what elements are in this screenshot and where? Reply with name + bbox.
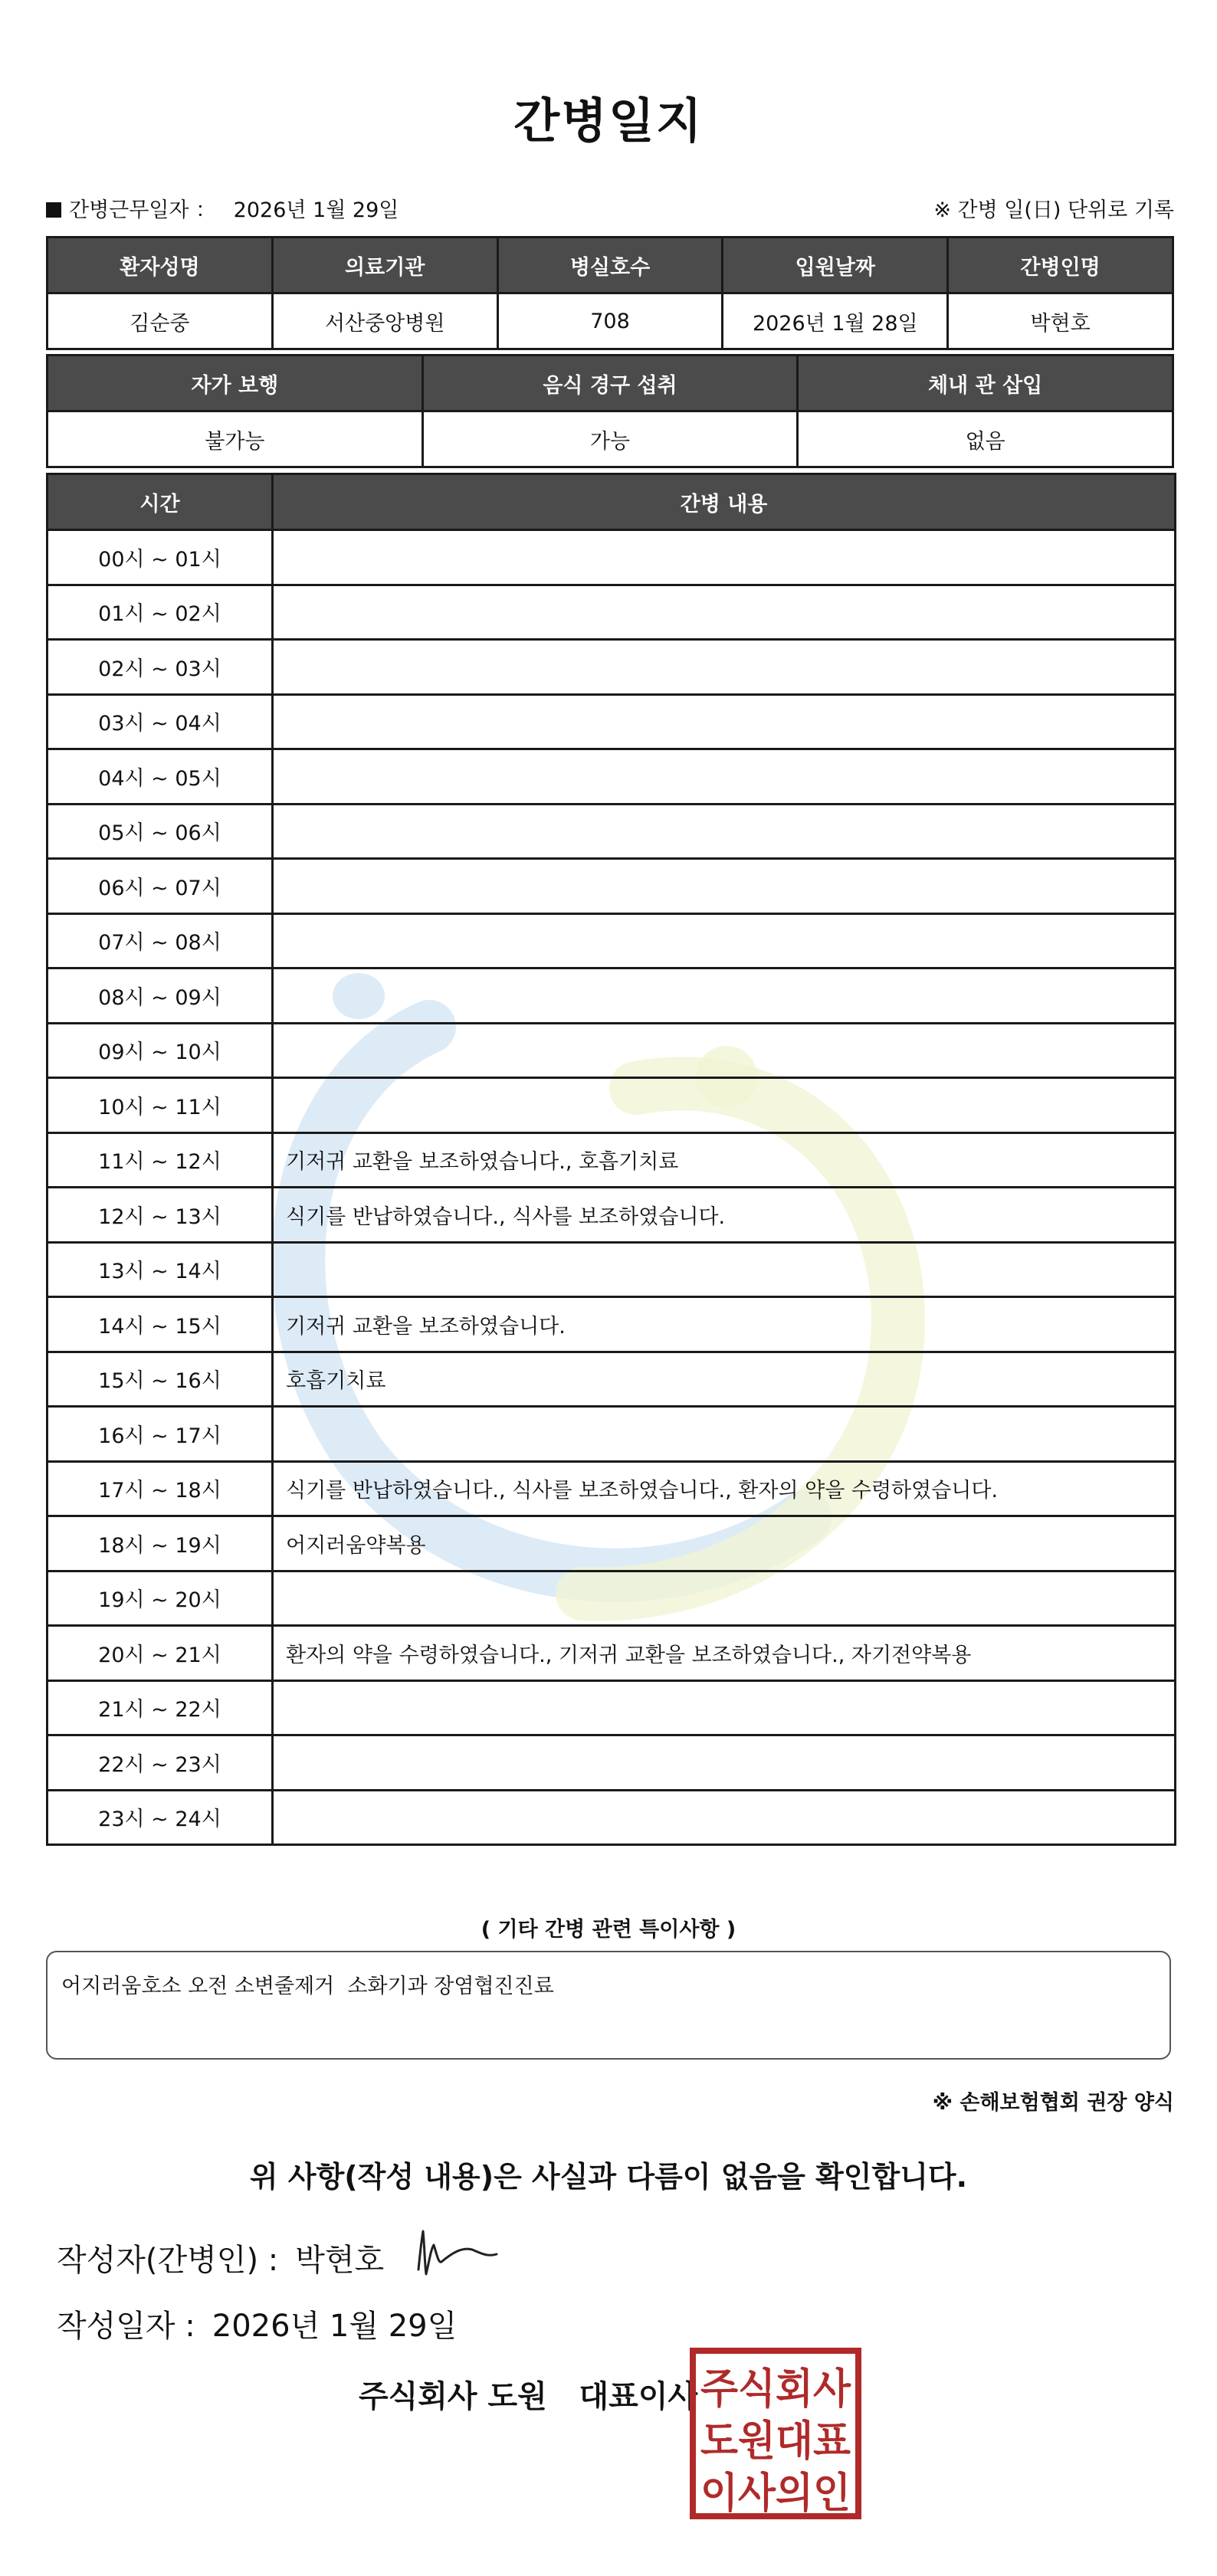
header-walking: 자가 보행 (48, 356, 423, 411)
care-content: 호흡기치료 (273, 1352, 1176, 1407)
square-bullet-icon (46, 202, 61, 218)
time-slot: 06시 ~ 07시 (48, 859, 273, 914)
table-row (48, 1352, 1176, 1407)
header-tube: 체내 관 삽입 (798, 356, 1173, 411)
table-row (48, 1078, 1176, 1133)
walking-value: 불가능 (48, 411, 423, 467)
time-slot: 03시 ~ 04시 (48, 694, 273, 749)
patient-status-table (46, 354, 1174, 468)
author-label: 작성자(간병인) : (57, 2243, 279, 2278)
written-date-line (57, 2302, 457, 2345)
care-content: 식기를 반납하였습니다., 식사를 보조하였습니다. (273, 1188, 1176, 1243)
header-room: 병실호수 (497, 238, 723, 293)
author-line (57, 2236, 384, 2279)
notes-box (46, 1951, 1171, 2060)
time-slot: 05시 ~ 06시 (48, 804, 273, 859)
signature-image (411, 2224, 503, 2285)
company-signature: 주식회사 도원 대표이사 (359, 2379, 698, 2414)
time-slot: 18시 ~ 19시 (48, 1516, 273, 1571)
care-content (273, 1078, 1176, 1133)
care-content: 식기를 반납하였습니다., 식사를 보조하였습니다., 환자의 약을 수령하였습니다. (273, 1461, 1176, 1516)
care-content (273, 585, 1176, 640)
header-hospital: 의료기관 (272, 238, 497, 293)
time-slot: 08시 ~ 09시 (48, 968, 273, 1024)
table-row (48, 1680, 1176, 1735)
unit-note: ※ 간병 일(日) 단위로 기록 (933, 198, 1174, 222)
table-row (48, 968, 1176, 1024)
recommend-note: ※ 손해보험협회 권장 양식 (932, 2091, 1174, 2115)
time-slot: 00시 ~ 01시 (48, 530, 273, 585)
time-slot: 09시 ~ 10시 (48, 1023, 273, 1078)
care-content (273, 859, 1176, 914)
table-row (48, 913, 1176, 968)
care-content (273, 640, 1176, 695)
time-slot: 20시 ~ 21시 (48, 1626, 273, 1681)
time-slot: 21시 ~ 22시 (48, 1680, 273, 1735)
company-seal-stamp (688, 2346, 863, 2521)
table-row (48, 1735, 1176, 1791)
care-content (273, 1407, 1176, 1462)
notes-title: ( 기타 간병 관련 특이사항 ) (481, 1918, 736, 1942)
table-row (48, 1242, 1176, 1297)
care-content: 어지러움약복용 (273, 1516, 1176, 1571)
time-slot: 13시 ~ 14시 (48, 1242, 273, 1297)
svg-text:주식회사: 주식회사 (700, 2365, 851, 2413)
table-row (48, 1790, 1176, 1845)
time-slot: 19시 ~ 20시 (48, 1571, 273, 1626)
time-slot: 02시 ~ 03시 (48, 640, 273, 695)
care-content (273, 1735, 1176, 1791)
header-oral-intake: 음식 경구 섭취 (422, 356, 798, 411)
caregiver-name: 박현호 (948, 293, 1173, 349)
admission-date: 2026년 1월 28일 (723, 293, 948, 349)
time-slot: 23시 ~ 24시 (48, 1790, 273, 1845)
care-content (273, 694, 1176, 749)
table-row (48, 1407, 1176, 1462)
table-row (48, 530, 1176, 585)
confirmation-statement: 위 사항(작성 내용)은 사실과 다름이 없음을 확인합니다. (249, 2160, 968, 2194)
care-content (273, 1680, 1176, 1735)
written-date-value: 2026년 1월 29일 (212, 2309, 458, 2344)
table-row (48, 1461, 1176, 1516)
time-slot: 10시 ~ 11시 (48, 1078, 273, 1133)
header-caregiver: 간병인명 (948, 238, 1173, 293)
table-row (48, 640, 1176, 695)
author-name: 박현호 (295, 2243, 385, 2278)
care-content (273, 749, 1176, 805)
table-row (48, 1188, 1176, 1243)
table-row (48, 1571, 1176, 1626)
page-title: 간병일지 (513, 93, 704, 149)
svg-text:도원대표: 도원대표 (700, 2417, 851, 2465)
care-content (273, 1023, 1176, 1078)
care-content (273, 1571, 1176, 1626)
care-log-rows (48, 530, 1176, 1845)
table-row (48, 1132, 1176, 1188)
care-content (273, 968, 1176, 1024)
work-date-line (46, 193, 399, 223)
care-content (273, 804, 1176, 859)
time-slot: 07시 ~ 08시 (48, 913, 273, 968)
time-slot: 15시 ~ 16시 (48, 1352, 273, 1407)
care-content: 환자의 약을 수령하였습니다., 기저귀 교환을 보조하였습니다., 자기전약복용 (273, 1626, 1176, 1681)
work-date-value: 2026년 1월 29일 (233, 198, 399, 222)
table-row (48, 859, 1176, 914)
patient-info-table (46, 236, 1174, 350)
table-row (48, 749, 1176, 805)
hospital-name: 서산중앙병원 (272, 293, 497, 349)
table-row (48, 585, 1176, 640)
time-slot: 17시 ~ 18시 (48, 1461, 273, 1516)
work-date-label: 간병근무일자 ： (69, 198, 217, 222)
patient-name: 김순중 (48, 293, 273, 349)
notes-text: 어지러움호소 오전 소변줄제거 소화기과 장염협진진료 (61, 1975, 554, 1998)
care-content (273, 1242, 1176, 1297)
time-slot: 14시 ~ 15시 (48, 1297, 273, 1352)
care-log-table (46, 473, 1176, 1846)
time-slot: 11시 ~ 12시 (48, 1132, 273, 1188)
header-care-content: 간병 내용 (273, 474, 1176, 530)
header-time: 시간 (48, 474, 273, 530)
table-row (48, 1023, 1176, 1078)
tube-value: 없음 (798, 411, 1173, 467)
care-content: 기저귀 교환을 보조하였습니다., 호흡기치료 (273, 1132, 1176, 1188)
time-slot: 16시 ~ 17시 (48, 1407, 273, 1462)
written-date-label: 작성일자 : (57, 2309, 195, 2344)
table-row (48, 1297, 1176, 1352)
table-row (48, 804, 1176, 859)
care-content: 기저귀 교환을 보조하였습니다. (273, 1297, 1176, 1352)
table-row (48, 694, 1176, 749)
care-content (273, 530, 1176, 585)
table-row (48, 1516, 1176, 1571)
svg-text:이사의인: 이사의인 (700, 2469, 851, 2517)
care-content (273, 1790, 1176, 1845)
care-content (273, 913, 1176, 968)
time-slot: 04시 ~ 05시 (48, 749, 273, 805)
header-patient-name: 환자성명 (48, 238, 273, 293)
oral-intake-value: 가능 (422, 411, 798, 467)
time-slot: 22시 ~ 23시 (48, 1735, 273, 1791)
time-slot: 12시 ~ 13시 (48, 1188, 273, 1243)
header-admission-date: 입원날짜 (723, 238, 948, 293)
room-number: 708 (497, 293, 723, 349)
time-slot: 01시 ~ 02시 (48, 585, 273, 640)
table-row (48, 1626, 1176, 1681)
